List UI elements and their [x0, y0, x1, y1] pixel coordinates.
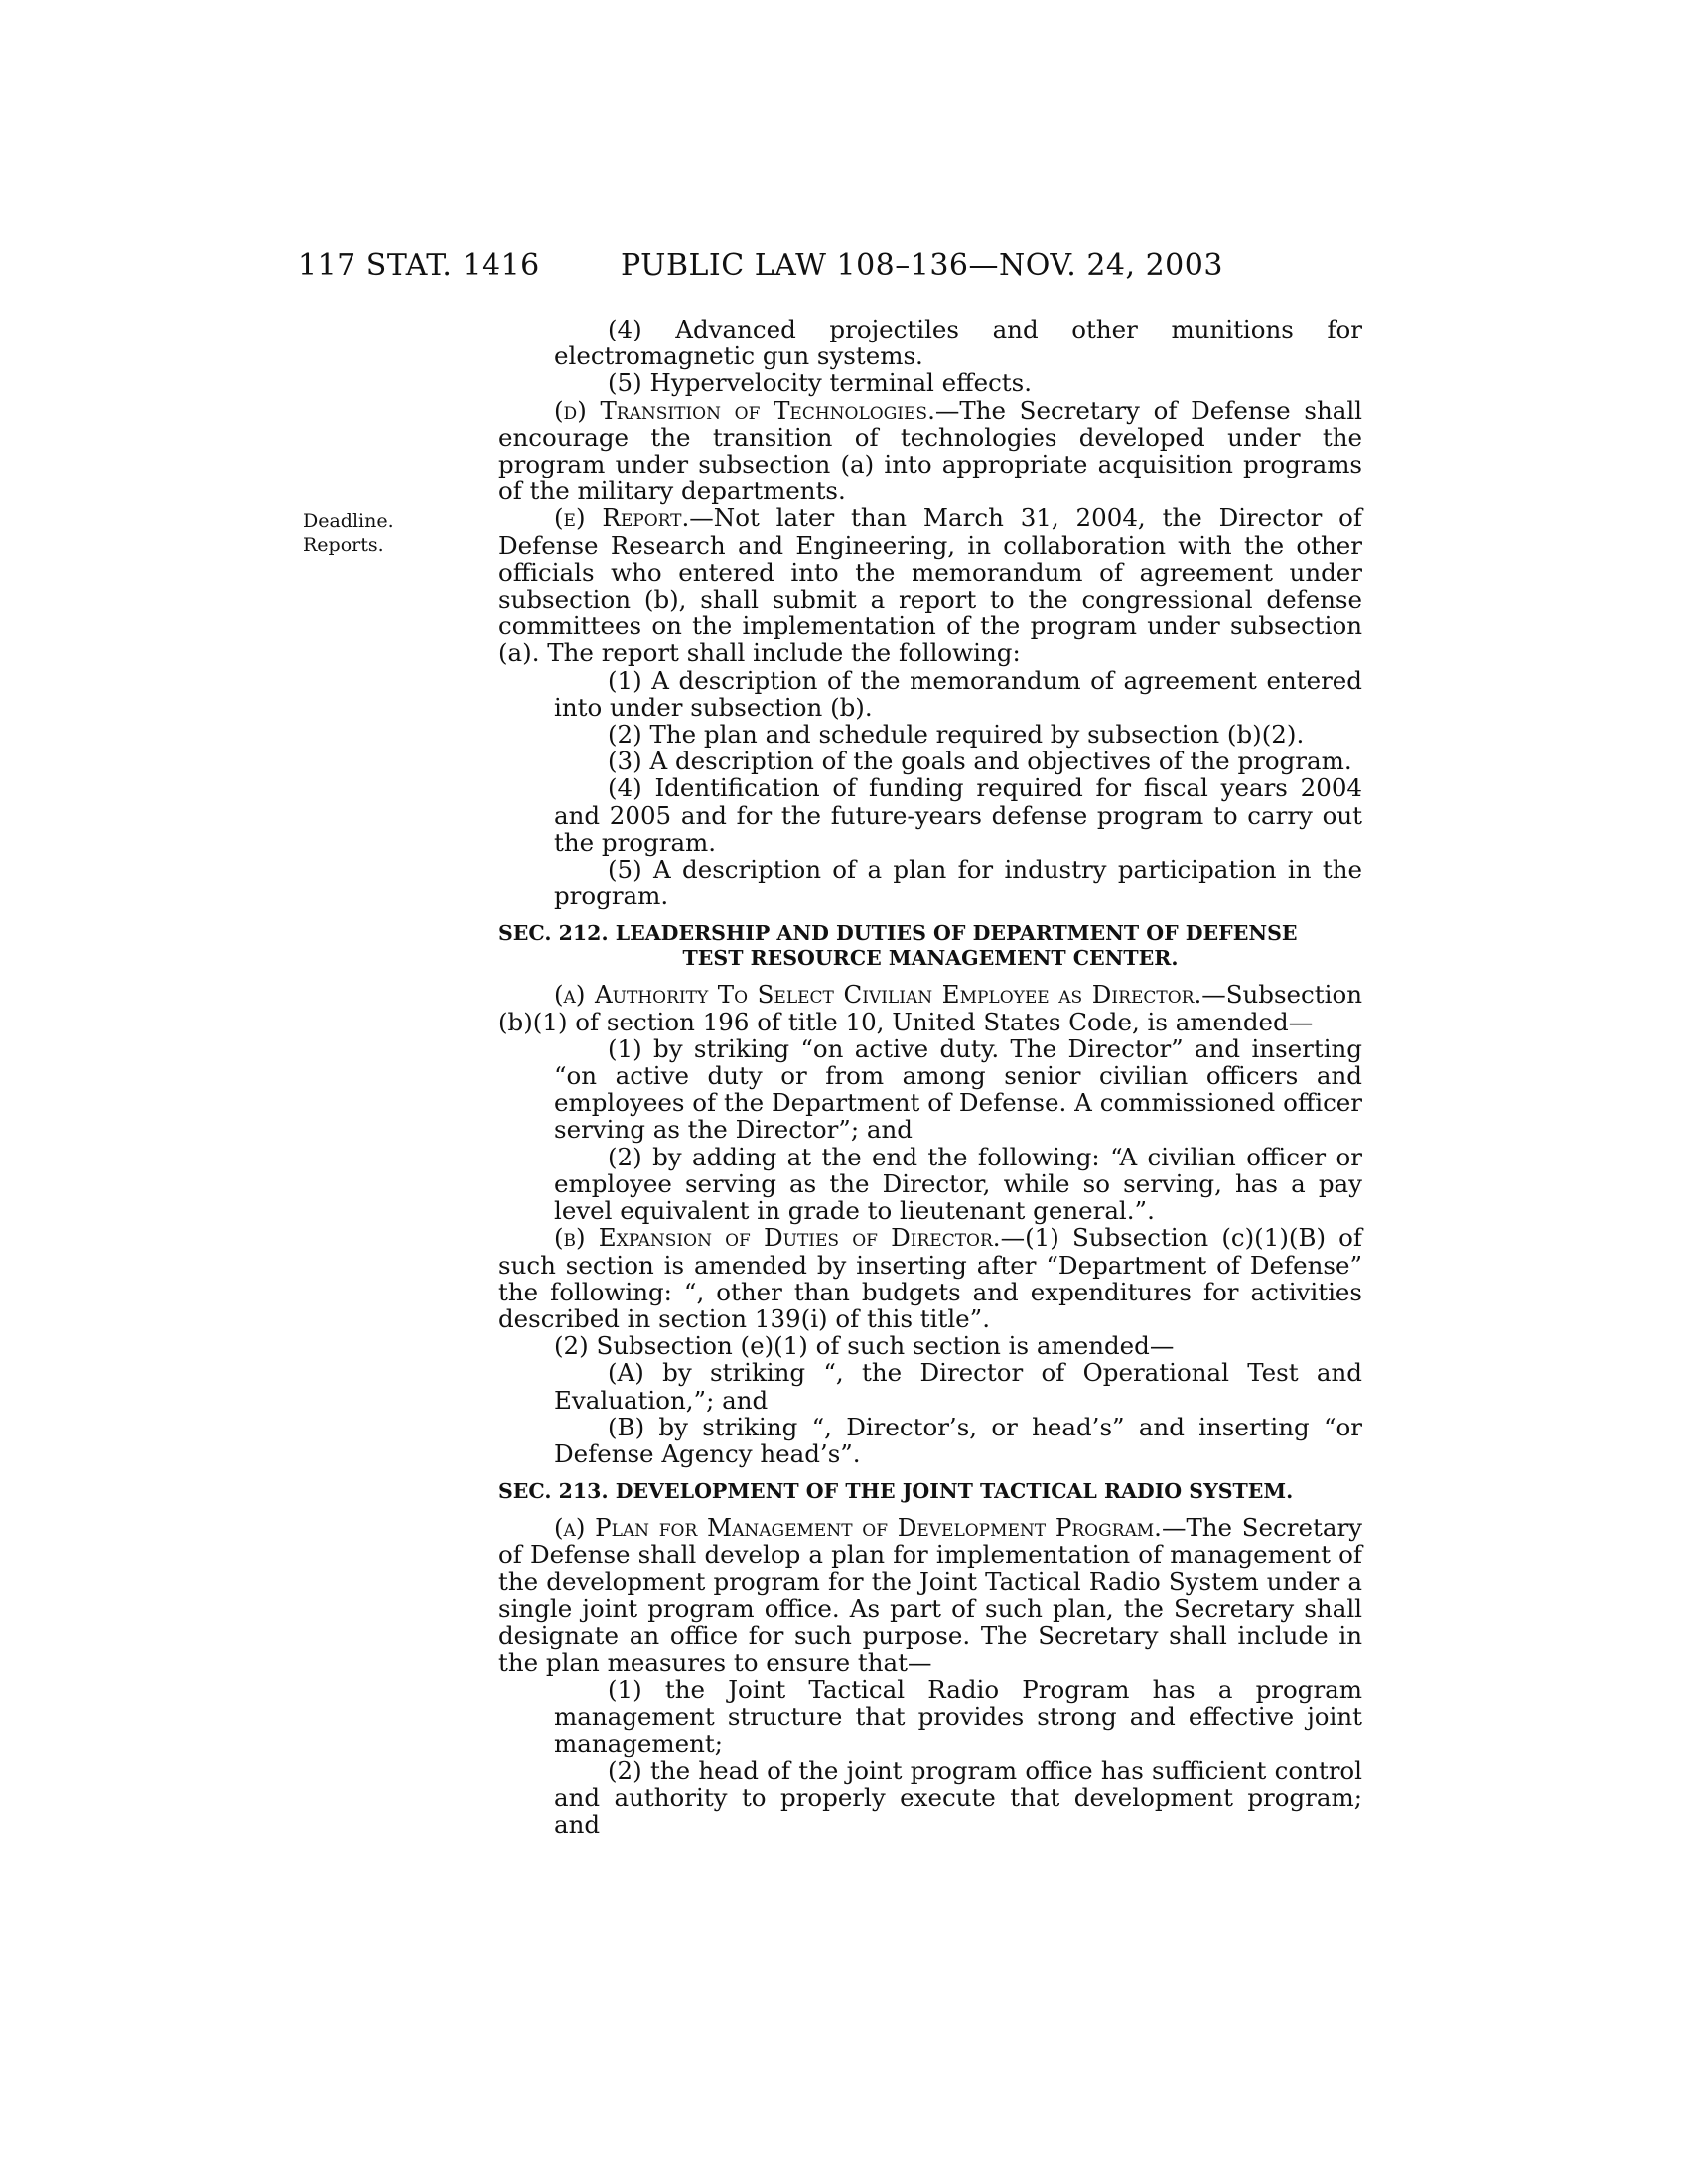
subsection-e: [498, 504, 1362, 666]
subsection-e-text: —Not later than March 31, 2004, the Director of Defense Research and Engineering, in collaboration with the other officials who entered into the memorandum of agreement under subsection (b), shall submit a report to the congressional defense committees on the implementation of the program under subsection (a). The report shall include the following:: [498, 503, 1362, 668]
paragraph-c5: (5) Hypervelocity terminal effects.: [608, 368, 1033, 398]
margin-note: [303, 509, 394, 557]
page-body: [498, 316, 1362, 1839]
subsection-d-text: —The Secretary of Defense shall encourage the transition of technologies developed under the program under subsection (a) into appropriate acquisition programs of the military departments.: [498, 395, 1363, 506]
section-212-heading: [498, 921, 1362, 971]
subsection-d: [498, 397, 1362, 505]
section-212-paragraph-a2: (2) by adding at the end the following: “A civilian officer or employee serving as the Director, while so serving, has a pay level equivalent in grade to lieutenant general.”.: [554, 1142, 1362, 1226]
paragraph-e5: (5) A description of a plan for industry participation in the program.: [554, 855, 1362, 911]
paragraph-e4: (4) Identification of funding required for fiscal years 2004 and 2005 and for the future-years defense program to carry out the program.: [554, 773, 1362, 857]
paragraph-e1: (1) A description of the memorandum of agreement entered into under subsection (b).: [554, 665, 1362, 722]
section-212-heading-line1: SEC. 212. LEADERSHIP AND DUTIES OF DEPARTMENT OF DEFENSE: [498, 921, 1298, 946]
section-212-subsection-b-text: —(1) Subsection (c)(1)(B) of such section is amended by inserting after “Department of Defense” the following: “, other than budgets and expenditures for activities described in section 139(i) of this title”.: [498, 1223, 1362, 1333]
statute-page-number: 117 STAT. 1416: [298, 248, 540, 283]
section-212-clause-b-B: (B) by striking “, Director’s, or head’s” and inserting “or Defense Agency head’s”.: [554, 1412, 1362, 1468]
page-header: [0, 248, 1688, 288]
section-213-subsection-a-heading: (a) Plan for Management of Development Program.: [554, 1513, 1162, 1543]
subsection-d-heading: (d) Transition of Technologies.: [554, 395, 935, 425]
section-212-clause-b-A: (A) by striking “, the Director of Operational Test and Evaluation,”; and: [554, 1358, 1362, 1415]
section-213-paragraph-a1: (1) the Joint Tactical Radio Program has a program management structure that provides strong and effective joint management;: [554, 1675, 1362, 1758]
section-212-subsection-a-text: —Subsection (b)(1) of section 196 of title 10, United States Code, is amended—: [498, 980, 1362, 1036]
section-213-heading: SEC. 213. DEVELOPMENT OF THE JOINT TACTICAL RADIO SYSTEM.: [498, 1479, 1294, 1504]
section-213-subsection-a-text: —The Secretary of Defense shall develop a plan for implementation of management of the development program for the Joint Tactical Radio System under a single joint program office. As part of such plan, the Secretary shall designate an office for such purpose. The Secretary shall include in the plan measures to ensure that—: [498, 1513, 1362, 1678]
margin-note-reports: Reports.: [303, 534, 384, 556]
section-212-heading-line2: TEST RESOURCE MANAGEMENT CENTER.: [682, 946, 1179, 971]
paragraph-e2: (2) The plan and schedule required by subsection (b)(2).: [608, 720, 1305, 750]
section-212-paragraph-a1: (1) by striking “on active duty. The Director” and inserting “on active duty or from among senior civilian officers and employees of the Department of Defense. A commissioned officer serving as the Director”; and: [554, 1033, 1362, 1145]
section-212-subsection-b: [498, 1224, 1362, 1332]
public-law-citation: PUBLIC LAW 108–136—NOV. 24, 2003: [621, 248, 1223, 283]
paragraph-e3: (3) A description of the goals and objectives of the program.: [608, 747, 1352, 776]
subsection-e-heading: (e) Report.: [554, 503, 690, 533]
section-213-subsection-a: [498, 1514, 1362, 1676]
section-213-paragraph-a2: (2) the head of the joint program office has sufficient control and authority to properly execute that development program; and: [554, 1755, 1362, 1840]
section-212-subsection-a-heading: (a) Authority To Select Civilian Employee as Director.: [554, 980, 1202, 1010]
margin-note-deadline: Deadline.: [303, 510, 394, 532]
section-212-subsection-b-heading: (b) Expansion of Duties of Director.: [554, 1223, 1001, 1253]
section-212-subsection-a: [498, 981, 1362, 1034]
paragraph-c4: (4) Advanced projectiles and other munitions for electromagnetic gun systems.: [554, 315, 1362, 371]
section-212-paragraph-b2: (2) Subsection (e)(1) of such section is amended—: [554, 1331, 1175, 1361]
